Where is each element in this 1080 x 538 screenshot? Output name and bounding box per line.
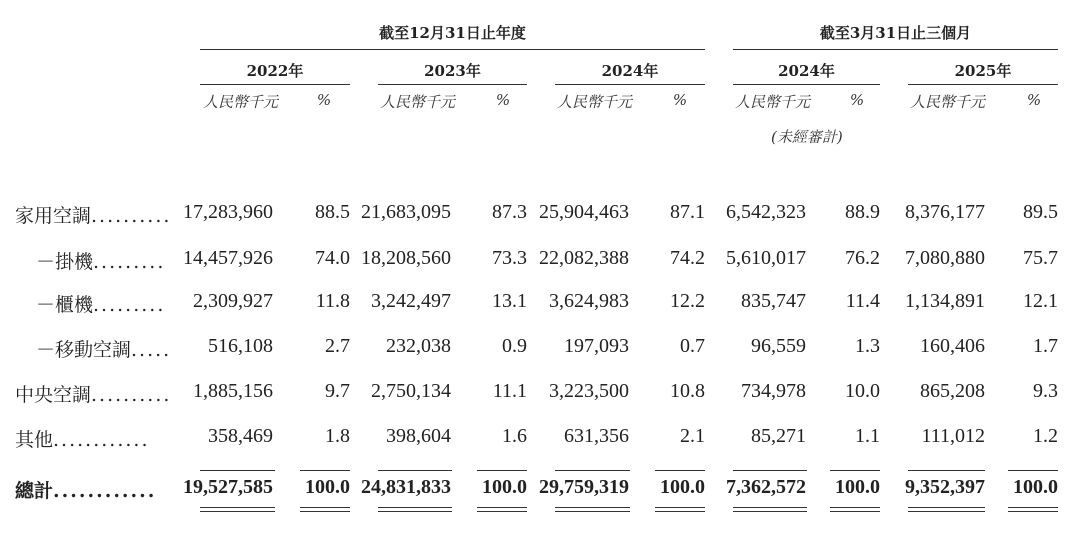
total-double-rule [300, 507, 350, 512]
amount-cell: 160,406 [920, 335, 985, 357]
leader-dots: ......... [93, 294, 166, 316]
subtotal-rule [908, 470, 985, 471]
year-header: 2023年 [424, 62, 481, 80]
total-double-rule [908, 507, 985, 512]
unit-rmb: 人民幣千元 [557, 93, 633, 111]
unaudited-note: (未經審計) [771, 128, 843, 146]
subtotal-rule [1008, 470, 1058, 471]
amount-cell: 29,759,319 [539, 476, 629, 498]
percent-cell: 100.0 [660, 476, 705, 498]
leader-dots: ......... [93, 251, 166, 273]
amount-cell: 9,352,397 [905, 476, 985, 498]
amount-cell: 631,356 [564, 425, 629, 447]
amount-cell: 8,376,177 [905, 201, 985, 223]
percent-cell: 0.9 [502, 335, 527, 357]
percent-cell: 73.3 [492, 247, 527, 269]
year-rule [733, 84, 880, 85]
total-double-rule [830, 507, 880, 512]
percent-cell: 13.1 [492, 290, 527, 312]
leader-dots: ............ [53, 480, 157, 502]
amount-cell: 18,208,560 [361, 247, 451, 269]
amount-cell: 3,223,500 [549, 380, 629, 402]
row-label-text: 中央空調 [15, 384, 92, 406]
amount-cell: 7,362,572 [726, 476, 806, 498]
amount-cell: 3,624,983 [549, 290, 629, 312]
row-label [15, 476, 156, 503]
percent-cell: 1.7 [1033, 335, 1058, 357]
percent-cell: 10.0 [845, 380, 880, 402]
unit-rmb: 人民幣千元 [735, 93, 811, 111]
subtotal-rule [555, 470, 630, 471]
amount-cell: 19,527,585 [183, 476, 273, 498]
percent-cell: 1.6 [502, 425, 527, 447]
amount-cell: 6,542,323 [726, 201, 806, 223]
subtotal-rule [378, 470, 452, 471]
subtotal-rule [655, 470, 705, 471]
amount-cell: 2,750,134 [371, 380, 451, 402]
subtotal-rule [300, 470, 350, 471]
percent-cell: 87.3 [492, 201, 527, 223]
year-rule [555, 84, 705, 85]
percent-cell: 74.2 [670, 247, 705, 269]
row-label-text: －掛機 [36, 251, 94, 273]
percent-cell: 0.7 [680, 335, 705, 357]
percent-cell: 100.0 [305, 476, 350, 498]
amount-cell: 21,683,095 [361, 201, 451, 223]
row-label [15, 380, 171, 407]
amount-cell: 3,242,497 [371, 290, 451, 312]
unit-percent: % [495, 91, 511, 109]
percent-cell: 1.1 [855, 425, 880, 447]
amount-cell: 398,604 [386, 425, 451, 447]
row-label [15, 425, 150, 452]
row-label-text: －櫃機 [36, 294, 94, 316]
total-double-rule [378, 507, 452, 512]
amount-cell: 24,831,833 [361, 476, 451, 498]
total-double-rule [477, 507, 527, 512]
amount-cell: 1,134,891 [905, 290, 985, 312]
unit-percent: % [1026, 91, 1042, 109]
percent-cell: 1.2 [1033, 425, 1058, 447]
year-header: 2024年 [601, 62, 659, 80]
group-rule [733, 49, 1058, 50]
row-label [36, 335, 171, 362]
percent-cell: 89.5 [1023, 201, 1058, 223]
subtotal-rule [733, 470, 807, 471]
percent-cell: 11.8 [315, 290, 350, 312]
unit-rmb: 人民幣千元 [910, 93, 986, 111]
percent-cell: 100.0 [482, 476, 527, 498]
unit-percent: % [316, 91, 332, 109]
percent-cell: 12.1 [1023, 290, 1058, 312]
amount-cell: 22,082,388 [539, 247, 629, 269]
percent-cell: 11.1 [492, 380, 527, 402]
amount-cell: 7,080,880 [905, 247, 985, 269]
leader-dots: ..... [131, 339, 172, 361]
percent-cell: 88.9 [845, 201, 880, 223]
total-double-rule [1008, 507, 1058, 512]
percent-cell: 9.3 [1033, 380, 1058, 402]
percent-cell: 2.7 [325, 335, 350, 357]
unit-percent: % [849, 91, 865, 109]
amount-cell: 197,093 [564, 335, 629, 357]
percent-cell: 10.8 [670, 380, 705, 402]
amount-cell: 85,271 [751, 425, 806, 447]
amount-cell: 1,885,156 [193, 380, 273, 402]
amount-cell: 111,012 [921, 425, 985, 447]
amount-cell: 14,457,926 [183, 247, 273, 269]
leader-dots: .......... [91, 384, 172, 406]
unit-rmb: 人民幣千元 [380, 93, 456, 111]
percent-cell: 76.2 [845, 247, 880, 269]
row-label [15, 201, 171, 228]
leader-dots: .......... [91, 205, 172, 227]
year-rule [378, 84, 527, 85]
row-label-text: －移動空調 [36, 339, 132, 361]
percent-cell: 2.1 [680, 425, 705, 447]
header-group-three-months: 截至3月31日止三個月 [819, 24, 972, 42]
amount-cell: 516,108 [208, 335, 273, 357]
percent-cell: 75.7 [1023, 247, 1058, 269]
subtotal-rule [477, 470, 527, 471]
header-group-year-end: 截至12月31日止年度 [379, 24, 526, 42]
amount-cell: 835,747 [741, 290, 806, 312]
total-double-rule [733, 507, 807, 512]
row-label-text: 總計 [15, 480, 54, 502]
row-label [36, 290, 165, 317]
unit-rmb: 人民幣千元 [203, 93, 279, 111]
percent-cell: 9.7 [325, 380, 350, 402]
leader-dots: ............ [53, 429, 150, 451]
year-rule [908, 84, 1058, 85]
total-double-rule [200, 507, 275, 512]
percent-cell: 1.8 [325, 425, 350, 447]
amount-cell: 865,208 [920, 380, 985, 402]
subtotal-rule [200, 470, 275, 471]
amount-cell: 17,283,960 [183, 201, 273, 223]
row-label-text: 家用空調 [15, 205, 92, 227]
amount-cell: 25,904,463 [539, 201, 629, 223]
unit-percent: % [672, 91, 688, 109]
subtotal-rule [830, 470, 880, 471]
percent-cell: 74.0 [315, 247, 350, 269]
row-label [36, 247, 165, 274]
group-rule [200, 49, 705, 50]
row-label-text: 其他 [15, 429, 54, 451]
percent-cell: 100.0 [835, 476, 880, 498]
amount-cell: 2,309,927 [193, 290, 273, 312]
year-header: 2022年 [246, 62, 304, 80]
amount-cell: 358,469 [208, 425, 273, 447]
percent-cell: 88.5 [315, 201, 350, 223]
total-double-rule [555, 507, 630, 512]
amount-cell: 734,978 [741, 380, 806, 402]
percent-cell: 12.2 [670, 290, 705, 312]
amount-cell: 96,559 [751, 335, 806, 357]
total-double-rule [655, 507, 705, 512]
percent-cell: 100.0 [1013, 476, 1058, 498]
year-rule [200, 84, 350, 85]
year-header: 2025年 [954, 62, 1012, 80]
amount-cell: 5,610,017 [726, 247, 806, 269]
percent-cell: 1.3 [855, 335, 880, 357]
percent-cell: 11.4 [845, 290, 880, 312]
amount-cell: 232,038 [386, 335, 451, 357]
percent-cell: 87.1 [670, 201, 705, 223]
year-header: 2024年 [778, 62, 835, 80]
